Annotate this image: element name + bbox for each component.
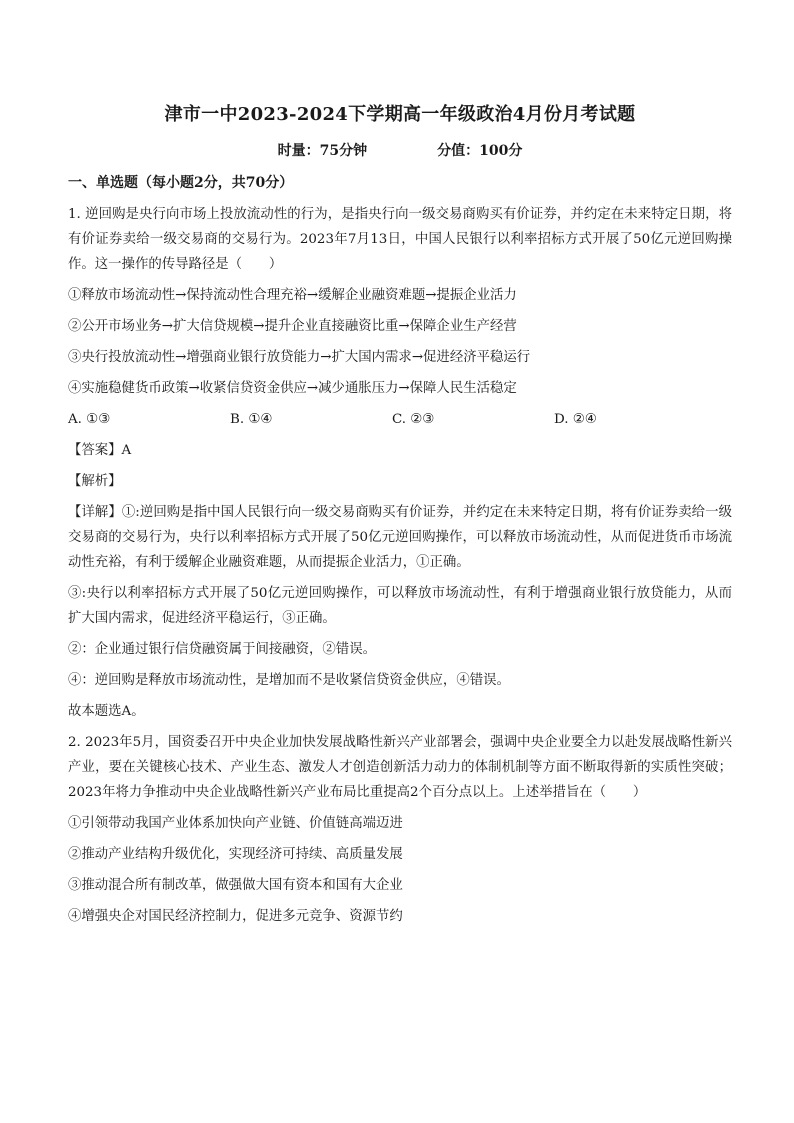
analysis-conclusion: 故本题选A。 [68,704,145,719]
question-2 [68,730,732,929]
question-item: ①释放市场流动性→保持流动性合理充裕→缓解企业融资难题→提振企业活力 [68,288,517,303]
question-item: ④增强央企对国民经济控制力，促进多元竞争、资源节约 [68,909,403,924]
question-item: ③推动混合所有制改革，做强做大国有资本和国有大企业 [68,878,403,893]
question-1 [68,202,732,724]
exam-title: 津市一中2023-2024下学期高一年级政治4月份月考试题 [164,104,636,125]
exam-meta [68,140,732,160]
exam-time: 时量：75分钟 [277,143,368,159]
option-a: A. ①③ [68,412,111,427]
analysis-paragraph: ③:央行以利率招标方式开展了50亿元逆回购操作，可以释放市场流动性，有利于增强商业银行放贷能力，从而扩大国内需求，促进经济平稳运行，③正确。 [68,586,732,626]
question-item: ②公开市场业务→扩大信贷规模→提升企业直接融资比重→保障企业生产经营 [68,319,517,334]
question-item: ②推动产业结构升级优化，实现经济可持续、高质量发展 [68,847,403,862]
analysis-label: 【解析】 [68,474,122,489]
option-d: D. ②④ [554,412,597,427]
option-c: C. ②③ [392,412,435,427]
option-b: B. ①④ [230,412,273,427]
question-stem: 1. 逆回购是央行向市场上投放流动性的行为，是指央行向一级交易商购买有价证券，并约定在未来特定日期，将有价证券卖给一级交易商的交易行为。2023年7月13日，中国人民银行以利率招标方式开展了50亿元逆回购操作。这一操作的传导路径是（ ） [68,207,732,272]
question-item: ③央行投放流动性→增强商业银行放贷能力→扩大国内需求→促进经济平稳运行 [68,350,531,365]
exam-score: 分值：100分 [437,143,523,159]
analysis-paragraph: ④：逆回购是释放市场流动性，是增加而不是收紧信贷资金供应，④错误。 [68,673,510,688]
question-item: ①引领带动我国产业体系加快向产业链、价值链高端迈进 [68,816,403,831]
section-heading: 一、单选题（每小题2分，共70分） [68,175,294,191]
analysis-paragraph: ②：企业通过银行信贷融资属于间接融资，②错误。 [68,642,376,657]
question-item: ④实施稳健货币政策→收紧信贷资金供应→减少通胀压力→保障人民生活稳定 [68,381,517,396]
analysis-paragraph: 【详解】①:逆回购是指中国人民银行向一级交易商购买有价证券，并约定在未来特定日期，将有价证券卖给一级交易商的交易行为，央行以利率招标方式开展了50亿元逆回购操作，可以释放市场流动性，从而促进货币市场流动性充裕，有利于缓解企业融资难题，从而提振企业活力，①正确。 [68,505,732,570]
answer-line: 【答案】A [68,443,132,458]
answer-options [68,407,732,432]
question-stem: 2. 2023年5月，国资委召开中央企业加快发展战略性新兴产业部署会，强调中央企业要全力以赴发展战略性新兴产业，要在关键核心技术、产业生态、激发人才创造创新活力动力的体制机制等方面不断取得新的实质性突破；2023年将力争推动中央企业战略性新兴产业布局比重提高2个百分点以上。上述举措旨在（ ） [68,735,732,800]
